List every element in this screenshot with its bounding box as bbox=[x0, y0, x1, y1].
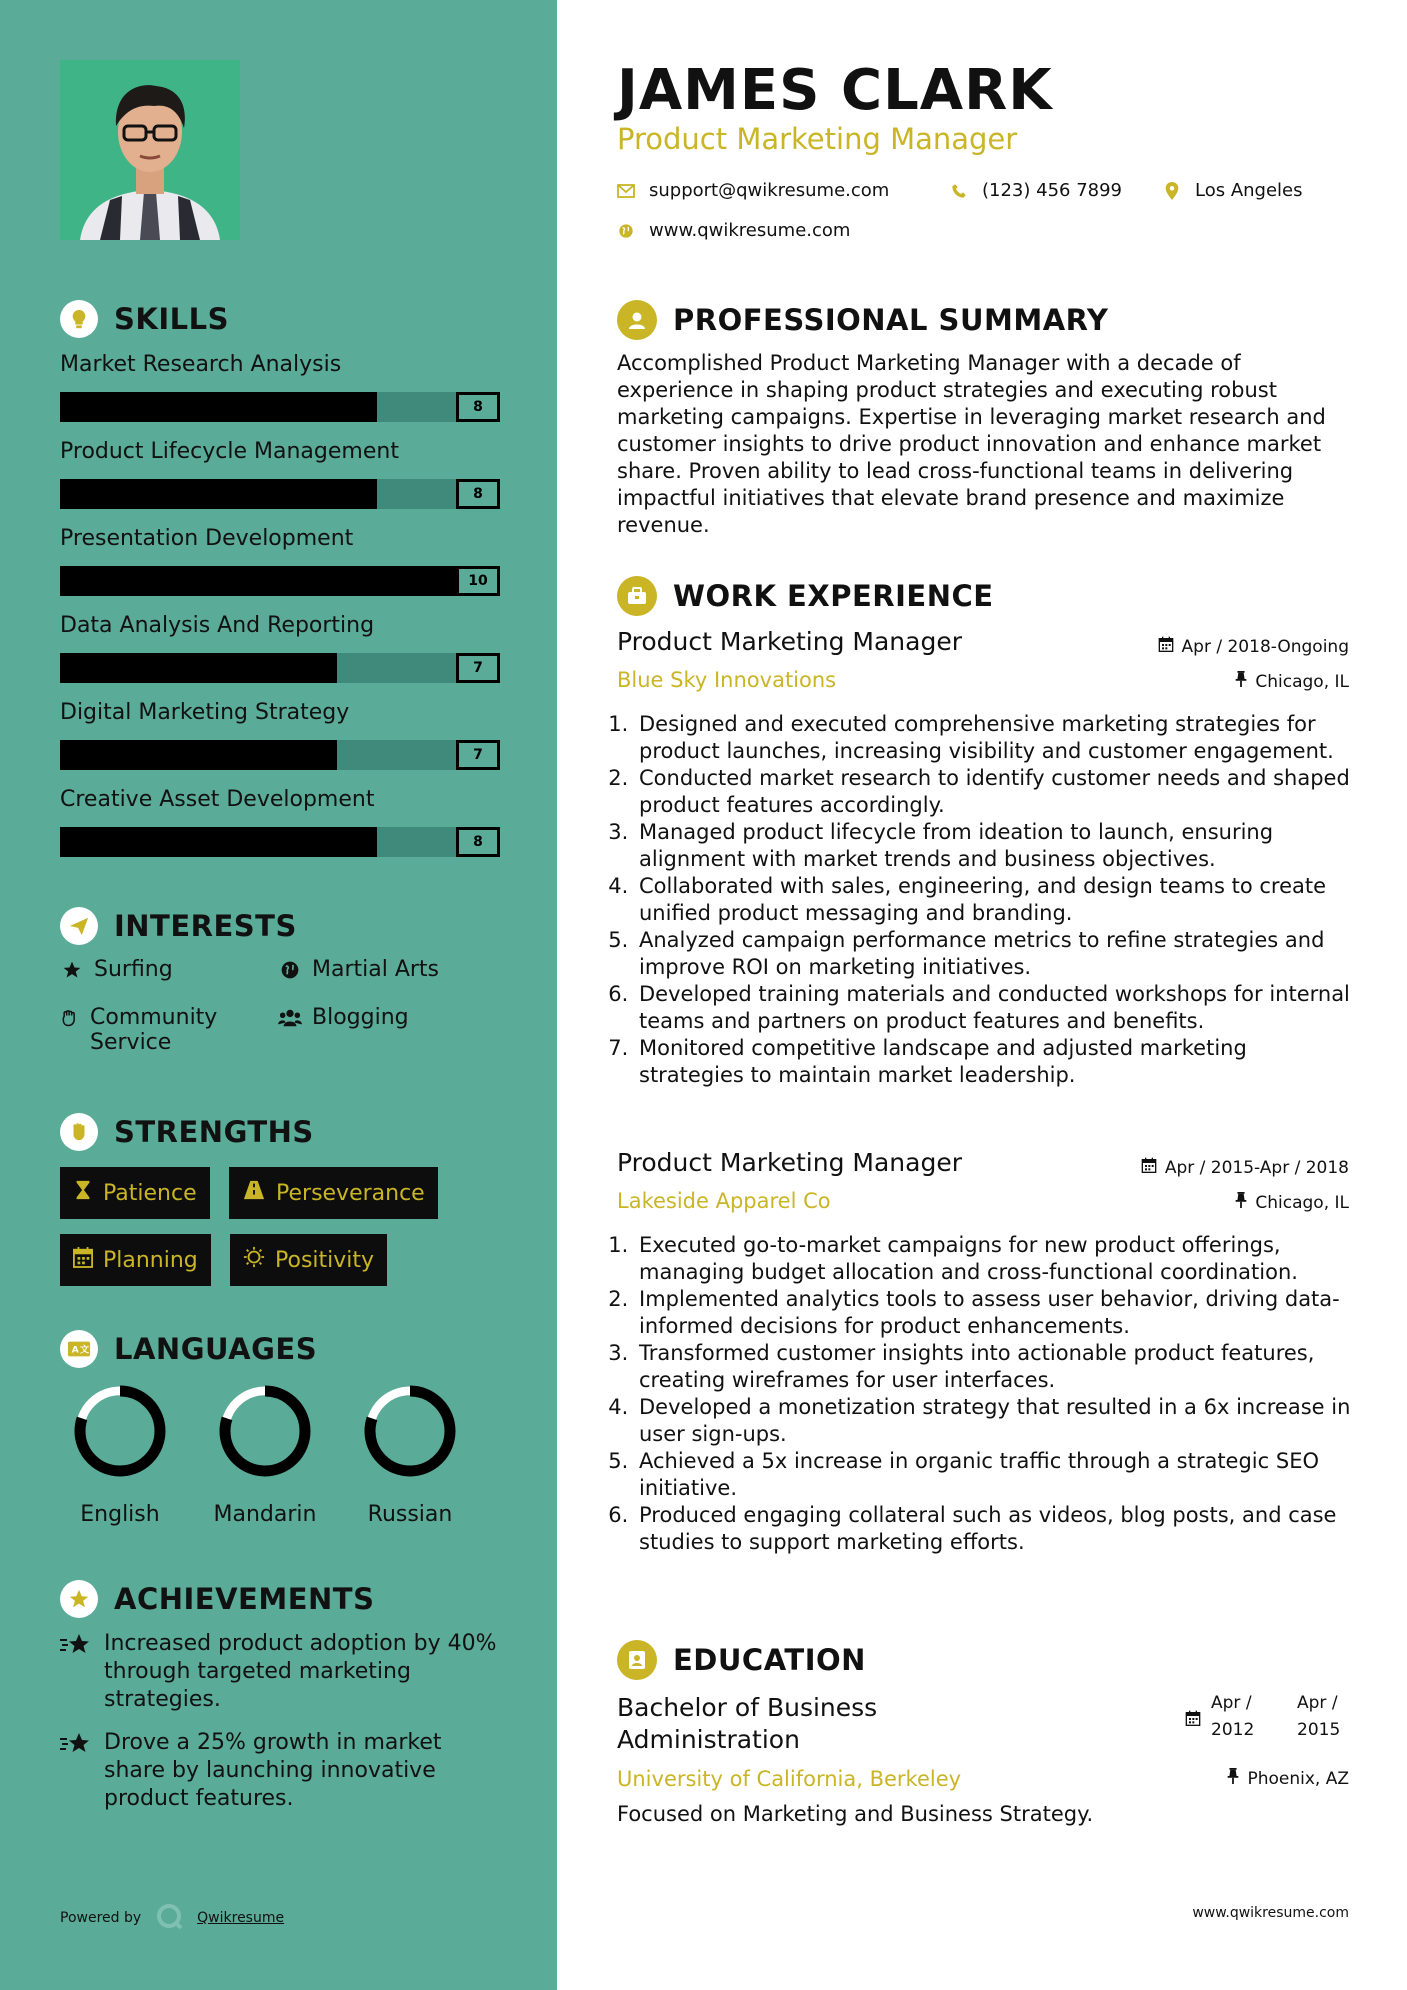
strengths-heading bbox=[60, 1113, 314, 1151]
profile-photo bbox=[60, 60, 240, 240]
education-dates bbox=[1185, 1690, 1349, 1744]
education-degree: Bachelor of Business Administration bbox=[617, 1693, 878, 1754]
star-icon bbox=[60, 1731, 92, 1813]
language-name: Russian bbox=[367, 1502, 453, 1527]
duty-item: 2. Conducted market research to identify customer needs and shaped product features accordingly. bbox=[635, 765, 1357, 819]
translate-icon bbox=[60, 1330, 98, 1368]
strength-label: Patience bbox=[103, 1180, 197, 1206]
job-location-text: Chicago, IL bbox=[1255, 1192, 1349, 1213]
contact-phone bbox=[950, 180, 1122, 201]
duty-item: 4. Developed a monetization strategy that resulted in a 6x increase in user sign-ups. bbox=[635, 1394, 1357, 1448]
star-icon bbox=[60, 957, 84, 983]
job-title: Product Marketing Manager bbox=[617, 627, 962, 656]
interest-item bbox=[278, 1005, 409, 1031]
job-title: Product Marketing Manager bbox=[617, 1148, 962, 1177]
candidate-name: JAMES CLARK bbox=[617, 58, 1053, 123]
job-location-text: Chicago, IL bbox=[1255, 671, 1349, 692]
strength-badge bbox=[229, 1167, 438, 1219]
experience-heading bbox=[617, 576, 994, 616]
languages-heading bbox=[60, 1330, 317, 1368]
footer-url[interactable]: www.qwikresume.com bbox=[1192, 1905, 1349, 1921]
summary-title: PROFESSIONAL SUMMARY bbox=[673, 303, 1109, 337]
lightbulb-icon bbox=[60, 300, 98, 338]
duty-item: 1. Executed go-to-market campaigns for new product offerings, managing budget allocation and cross-functional coordination. bbox=[635, 1232, 1357, 1286]
job-duties bbox=[617, 1232, 1357, 1556]
language-item bbox=[350, 1384, 470, 1527]
education-title: EDUCATION bbox=[673, 1643, 866, 1677]
skill-item bbox=[60, 350, 500, 422]
calendar-icon bbox=[1158, 636, 1174, 657]
globe-icon bbox=[278, 957, 302, 983]
road-icon bbox=[242, 1179, 266, 1207]
skill-name: Creative Asset Development bbox=[60, 787, 375, 812]
strength-badge bbox=[230, 1234, 387, 1286]
skill-score: 8 bbox=[456, 827, 500, 857]
users-icon bbox=[278, 1005, 302, 1031]
interest-label: Community Service bbox=[90, 1005, 218, 1055]
map-pin-icon bbox=[1163, 182, 1181, 200]
language-name: English bbox=[80, 1502, 160, 1527]
achievement-item bbox=[60, 1630, 500, 1714]
phone-icon bbox=[950, 182, 968, 200]
skill-bar bbox=[60, 740, 500, 770]
skill-bar-fill bbox=[60, 566, 456, 596]
skill-bar-fill bbox=[60, 392, 377, 422]
paper-plane-icon bbox=[60, 907, 98, 945]
contact-website bbox=[617, 220, 850, 241]
strength-label: Perseverance bbox=[276, 1180, 425, 1206]
achievements-title: ACHIEVEMENTS bbox=[114, 1582, 375, 1616]
language-level-ring bbox=[350, 1384, 470, 1484]
education-description: Focused on Marketing and Business Strategy. bbox=[617, 1802, 1094, 1826]
skill-bar-fill bbox=[60, 740, 337, 770]
strength-badge bbox=[60, 1234, 211, 1286]
skills-title: SKILLS bbox=[114, 302, 229, 336]
education-location-text: Phoenix, AZ bbox=[1247, 1768, 1349, 1789]
achievement-text: Drove a 25% growth in market share by launching innovative product features. bbox=[104, 1730, 442, 1811]
pushpin-icon bbox=[1235, 1192, 1247, 1213]
duty-item: 4. Collaborated with sales, engineering, and design teams to create unified product messaging and branding. bbox=[635, 873, 1357, 927]
skill-item bbox=[60, 437, 500, 509]
summary-text: Accomplished Product Marketing Manager with a decade of experience in shaping product strategies and executing robust marketing campaigns. Expertise in leveraging market research and customer insights to drive product innovation and enhance market share. Proven ability to lead cross-functional teams in delivering impactful initiatives that elevate brand presence and maximize revenue. bbox=[617, 351, 1326, 537]
duty-item: 5. Achieved a 5x increase in organic traffic through a strategic SEO initiative. bbox=[635, 1448, 1357, 1502]
skill-bar bbox=[60, 479, 500, 509]
language-item bbox=[205, 1384, 325, 1527]
achievement-text: Increased product adoption by 40% through targeted marketing strategies. bbox=[104, 1631, 497, 1712]
star-icon bbox=[60, 1632, 92, 1714]
skill-name: Presentation Development bbox=[60, 526, 354, 551]
skill-bar-fill bbox=[60, 479, 377, 509]
company-name: Lakeside Apparel Co bbox=[617, 1189, 831, 1213]
duty-item: 7. Monitored competitive landscape and adjusted marketing strategies to maintain market leadership. bbox=[635, 1035, 1357, 1089]
duty-item: 6. Developed training materials and conducted workshops for internal teams and partners on product features and benefits. bbox=[635, 981, 1357, 1035]
graduation-icon bbox=[617, 1640, 657, 1680]
svg-text:文: 文 bbox=[79, 1344, 90, 1356]
qwikresume-logo-icon bbox=[155, 1902, 183, 1934]
interest-label: Martial Arts bbox=[312, 957, 440, 982]
interest-item bbox=[60, 1005, 260, 1055]
skill-score: 7 bbox=[456, 653, 500, 683]
skill-bar bbox=[60, 653, 500, 683]
duty-item: 5. Analyzed campaign performance metrics to refine strategies and improve ROI on marketing initiatives. bbox=[635, 927, 1357, 981]
skill-bar-fill bbox=[60, 653, 337, 683]
skill-name: Product Lifecycle Management bbox=[60, 439, 399, 464]
skills-heading bbox=[60, 300, 229, 338]
briefcase-icon bbox=[617, 576, 657, 616]
interest-label: Surfing bbox=[94, 957, 173, 982]
language-item bbox=[60, 1384, 180, 1527]
duty-item: 3. Managed product lifecycle from ideation to launch, ensuring alignment with market trends and business objectives. bbox=[635, 819, 1357, 873]
education-heading bbox=[617, 1640, 866, 1680]
hourglass-icon bbox=[73, 1179, 93, 1207]
skill-score: 7 bbox=[456, 740, 500, 770]
phone-text[interactable]: (123) 456 7899 bbox=[982, 180, 1123, 201]
user-icon bbox=[617, 300, 657, 340]
language-level-ring bbox=[205, 1384, 325, 1484]
experience-title: WORK EXPERIENCE bbox=[673, 579, 994, 613]
qwikresume-link[interactable]: Qwikresume bbox=[197, 1910, 285, 1926]
education-school: University of California, Berkeley bbox=[617, 1767, 962, 1791]
skill-bar-fill bbox=[60, 827, 377, 857]
location-text: Los Angeles bbox=[1195, 180, 1303, 201]
skill-bar bbox=[60, 827, 500, 857]
skill-bar bbox=[60, 566, 500, 596]
interest-item bbox=[278, 957, 439, 983]
powered-by-label: Powered by bbox=[60, 1910, 142, 1926]
duty-item: 1. Designed and executed comprehensive marketing strategies for product launches, increasing visibility and customer engagement. bbox=[635, 711, 1357, 765]
contact-location bbox=[1163, 180, 1303, 201]
job-dates bbox=[1141, 1157, 1349, 1178]
pushpin-icon bbox=[1227, 1768, 1239, 1789]
achievements-heading bbox=[60, 1580, 374, 1618]
website-text[interactable]: www.qwikresume.com bbox=[649, 220, 851, 241]
calendar-icon bbox=[73, 1246, 93, 1274]
strength-label: Planning bbox=[103, 1247, 198, 1273]
job-dates-text: Apr / 2015-Apr / 2018 bbox=[1164, 1157, 1349, 1178]
job-duties bbox=[617, 711, 1357, 1089]
duty-item: 3. Transformed customer insights into actionable product features, creating wireframes for user interfaces. bbox=[635, 1340, 1357, 1394]
strength-badge bbox=[60, 1167, 210, 1219]
skill-score: 8 bbox=[456, 479, 500, 509]
calendar-icon bbox=[1185, 1708, 1201, 1744]
interest-label: Blogging bbox=[312, 1005, 409, 1030]
language-name: Mandarin bbox=[213, 1502, 317, 1527]
skill-score: 10 bbox=[456, 566, 500, 596]
skill-bar bbox=[60, 392, 500, 422]
pushpin-icon bbox=[1235, 671, 1247, 692]
calendar-icon bbox=[1141, 1157, 1157, 1178]
skill-name: Market Research Analysis bbox=[60, 352, 342, 377]
education-start: Apr / 2012 bbox=[1211, 1693, 1255, 1740]
sidebar bbox=[0, 0, 557, 1990]
email-text[interactable]: support@qwikresume.com bbox=[649, 180, 890, 201]
education-end: Apr / 2015 bbox=[1297, 1693, 1341, 1740]
summary-heading bbox=[617, 300, 1108, 340]
strength-label: Positivity bbox=[275, 1247, 375, 1273]
interests-title: INTERESTS bbox=[114, 909, 297, 943]
languages-title: LANGUAGES bbox=[114, 1332, 318, 1366]
job-location bbox=[1235, 671, 1349, 692]
svg-text:A: A bbox=[71, 1344, 79, 1356]
duty-item: 2. Implemented analytics tools to assess user behavior, driving data-informed decisions for product enhancements. bbox=[635, 1286, 1357, 1340]
hand-icon bbox=[60, 1005, 80, 1031]
star-badge-icon bbox=[60, 1580, 98, 1618]
job-location bbox=[1235, 1192, 1349, 1213]
education-location bbox=[1227, 1768, 1349, 1789]
skill-item bbox=[60, 785, 500, 857]
contact-email bbox=[617, 180, 889, 201]
powered-by bbox=[60, 1902, 284, 1934]
skill-item bbox=[60, 698, 500, 770]
envelope-icon bbox=[617, 182, 635, 200]
sun-icon bbox=[243, 1246, 265, 1274]
skill-name: Data Analysis And Reporting bbox=[60, 613, 375, 638]
skill-score: 8 bbox=[456, 392, 500, 422]
skill-item bbox=[60, 611, 500, 683]
globe-icon bbox=[617, 222, 635, 240]
candidate-role: Product Marketing Manager bbox=[617, 122, 1018, 156]
interests-heading bbox=[60, 907, 297, 945]
achievement-item bbox=[60, 1729, 500, 1813]
skill-item bbox=[60, 524, 500, 596]
language-level-ring bbox=[60, 1384, 180, 1484]
job-dates bbox=[1158, 636, 1349, 657]
job-dates-text: Apr / 2018-Ongoing bbox=[1181, 636, 1349, 657]
company-name: Blue Sky Innovations bbox=[617, 668, 837, 692]
fist-icon bbox=[60, 1113, 98, 1151]
strengths-title: STRENGTHS bbox=[114, 1115, 314, 1149]
duty-item: 6. Produced engaging collateral such as videos, blog posts, and case studies to support marketing efforts. bbox=[635, 1502, 1357, 1556]
interest-item bbox=[60, 957, 173, 983]
main-content bbox=[557, 0, 1407, 1990]
skill-name: Digital Marketing Strategy bbox=[60, 700, 350, 725]
